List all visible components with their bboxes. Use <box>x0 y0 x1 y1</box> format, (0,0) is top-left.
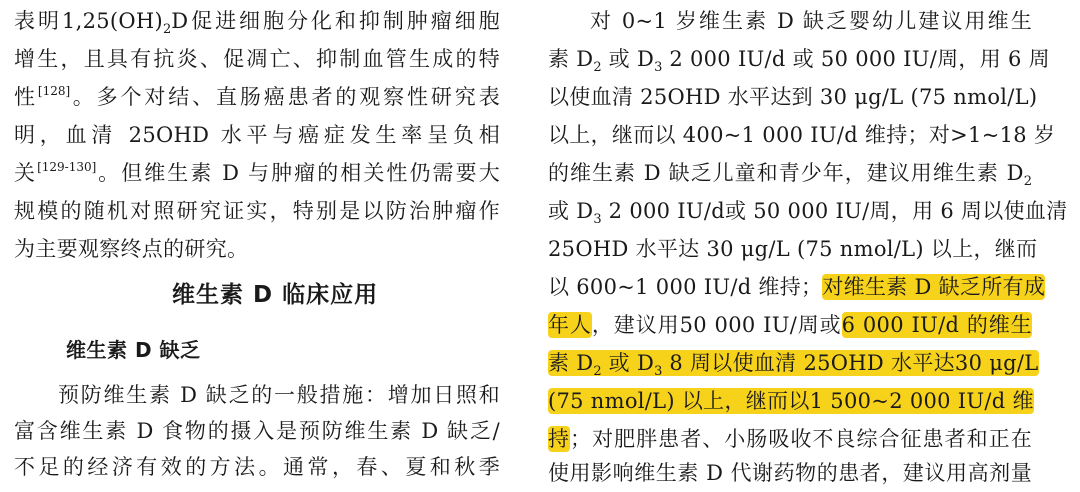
text-run: ，建议用50 000 IU/周或 <box>591 313 842 337</box>
text-run: D促进细胞分化和抑制肿瘤细胞 <box>171 9 500 33</box>
section-heading: 维生素 D 临床应用 <box>172 282 379 308</box>
text-line <box>14 78 500 116</box>
text-run: 。多个对结、直肠癌患者的观察性研究表 <box>70 85 500 109</box>
highlighted-text: 年人 <box>548 313 592 337</box>
text-run: 2 000 IU/d 或 50 000 IU/周，用 6 周 <box>662 47 1050 71</box>
subsection-heading: 维生素 D 缺乏 <box>66 338 201 362</box>
text-line <box>548 420 1032 458</box>
text-run: 素 D <box>548 351 594 375</box>
text-line: 不足的经济有效的方法。通常，春、夏和秋季 <box>14 455 500 479</box>
highlighted-text: 6 000 IU/d 的维生 <box>841 313 1032 337</box>
text-run: 素 D <box>548 47 594 71</box>
subscript: 2 <box>593 60 602 75</box>
text-run: 表明1,25(OH) <box>14 9 164 33</box>
text-run: 或 D <box>548 199 594 223</box>
text-run: 或 D <box>601 351 655 375</box>
highlighted-text: 对维生素 D 缺乏所有成 <box>822 275 1046 299</box>
text-line: 增生，且具有抗炎、促凋亡、抑制血管生成的特 <box>14 47 500 71</box>
text-run: 以 600~1 000 IU/d 维持； <box>548 275 823 299</box>
text-run: 2 000 IU/d或 50 000 IU/周，用 6 周以使血清 <box>601 199 1068 223</box>
text-run: 或 D <box>601 47 655 71</box>
text-line: 为主要观察终点的研究。 <box>14 237 249 261</box>
subscript: 2 <box>163 22 172 37</box>
text-line: 富含维生素 D 食物的摄入是预防维生素 D 缺乏/ <box>14 419 500 443</box>
text-line: 以上，继而以 400~1 000 IU/d 维持；对>1~18 岁 <box>548 123 1056 147</box>
text-line: 使用影响维生素 D 代谢药物的患者，建议用高剂量 <box>548 461 1032 485</box>
text-line: 明，血清 25OHD 水平与癌症发生率呈负相 <box>14 123 500 147</box>
text-line: 规模的随机对照研究证实，特别是以防治肿瘤作 <box>14 199 500 223</box>
text-line: 以使血清 25OHD 水平达到 30 μg/L (75 nmol/L) <box>548 85 1038 109</box>
text-line: 25OHD 水平达 30 μg/L (75 nmol/L) 以上，继而 <box>548 237 1038 261</box>
text-run: 性 <box>14 85 38 109</box>
subscript: 2 <box>1023 174 1032 189</box>
text-line <box>14 154 500 192</box>
text-line <box>14 2 500 40</box>
text-run: 关 <box>14 161 38 185</box>
subscript: 3 <box>654 364 663 379</box>
text-run: ；对肥胖患者、小肠吸收不良综合征患者和正在 <box>570 427 1032 451</box>
text-line: 预防维生素 D 缺乏的一般措施：增加日照和 <box>58 383 500 407</box>
text-line <box>548 154 1032 192</box>
citation-superscript: [129-130] <box>37 160 97 174</box>
subscript: 3 <box>593 212 602 227</box>
subscript: 2 <box>593 364 602 379</box>
subscript: 3 <box>654 60 663 75</box>
text-line <box>548 40 1050 78</box>
text-line: 对 0~1 岁维生素 D 缺乏婴幼儿建议用维生 <box>590 9 1032 33</box>
text-line <box>548 268 1046 306</box>
text-run: 。但维生素 D 与肿瘤的相关性仍需要大 <box>96 161 500 185</box>
text-run: 的维生素 D 缺乏儿童和青少年，建议用维生素 D <box>548 161 1024 185</box>
highlighted-text: (75 nmol/L) 以上，继而以1 500~2 000 IU/d 维 <box>548 389 1034 413</box>
text-run: 8 周以使血清 25OHD 水平达30 μg/L <box>662 351 1039 375</box>
text-line <box>548 344 1039 382</box>
citation-superscript: [128] <box>37 84 71 98</box>
highlighted-text: 持 <box>548 427 571 451</box>
text-line <box>548 192 1068 230</box>
text-line <box>548 382 1032 420</box>
text-line <box>548 306 1032 344</box>
highlighted-text <box>548 350 1039 379</box>
